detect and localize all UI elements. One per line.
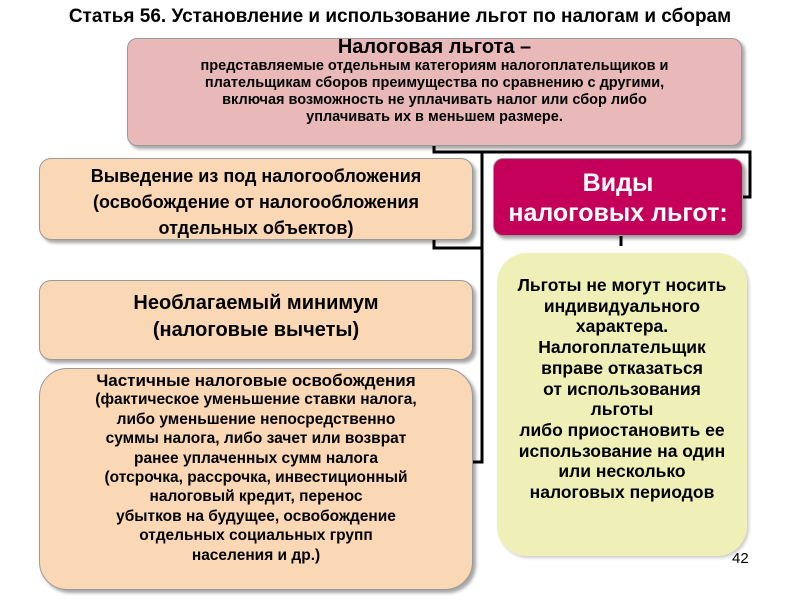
page-title: Статья 56. Установление и использование льгот по налогам и сборам	[68, 6, 732, 27]
definition-text: представляемые отдельным категориям налогоплательщиков и плательщикам сборов преимущества по сравнению с другими, включая возможность не уплачивать налог или сбор либо уплачивать их в меньшем размере.	[200, 58, 669, 125]
tax-benefit-definition-box	[127, 38, 742, 146]
benefit-types-box: Виды налоговых льгот:	[493, 158, 743, 236]
connector-to-minimum	[434, 240, 482, 248]
partial-exemptions-box: Частичные налоговые освобождения (фактическое уменьшение ставки налога, либо уменьшение непосредственно суммы налога, либо зачет или возврат ранее уплаченных сумм налога (отсрочка, рассрочка, инвестиционный налоговый кредит, перенос убытков на будущее, освобождение отдельных социальных групп населения и др.)	[39, 368, 473, 590]
page-number: 42	[732, 550, 749, 567]
partial-heading: Частичные налоговые освобождения	[96, 371, 416, 390]
tax-free-minimum-box: Необлагаемый минимум (налоговые вычеты)	[39, 280, 473, 360]
exclusion-box: Выведение из под налогообложения (освобождение от налогообложения отдельных объектов)	[39, 158, 473, 240]
connector-trunk	[473, 152, 482, 462]
benefit-rules-note: Льготы не могут носить индивидуального характера. Налогоплательщик вправе отказаться от использования льготы либо приостановить ее использование на один или несколько налоговых периодов	[497, 253, 747, 556]
definition-heading: Налоговая льгота –	[337, 36, 532, 58]
